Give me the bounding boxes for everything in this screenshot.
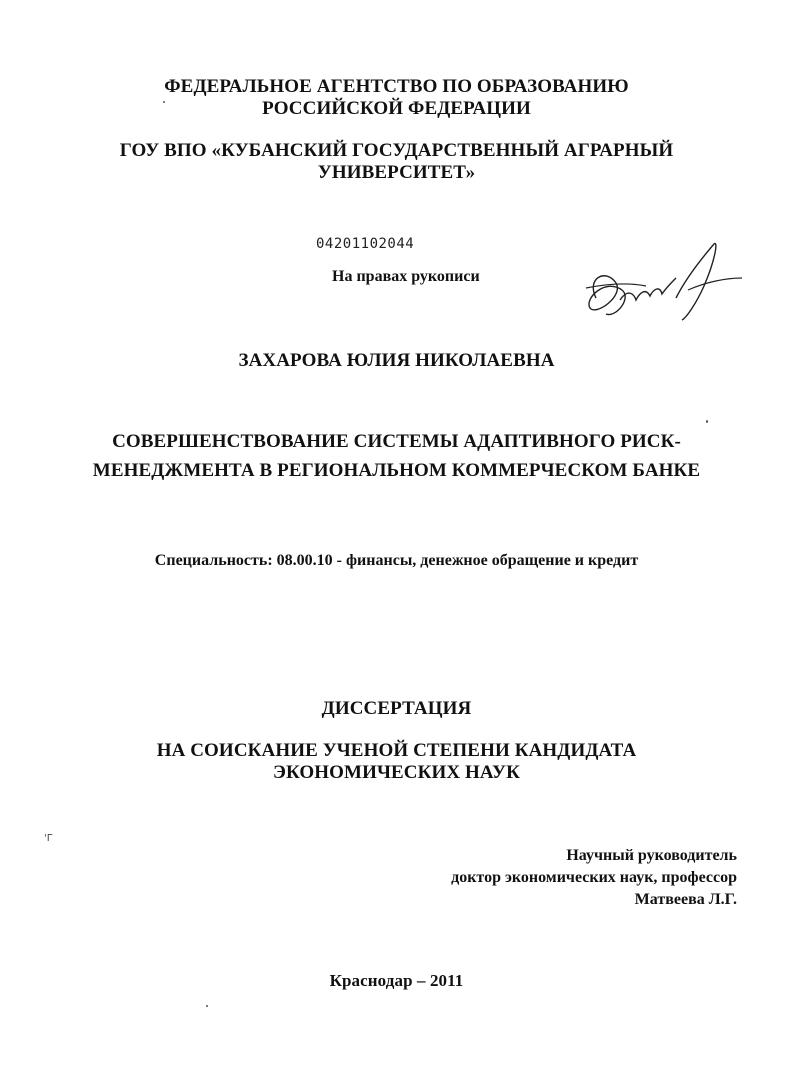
supervisor-name: Матвеева Л.Г. [634, 891, 737, 908]
registration-number: 04201102044 [316, 236, 415, 252]
university-line-2: УНИВЕРСИТЕТ» [317, 162, 476, 183]
scan-speck [206, 1005, 208, 1007]
degree-purpose-line-1: НА СОИСКАНИЕ УЧЕНОЙ СТЕПЕНИ КАНДИДАТА [156, 740, 637, 761]
specialty: Специальность: 08.00.10 - финансы, денежное обращение и кредит [154, 552, 639, 569]
stray-mark: 'Г [44, 833, 53, 844]
manuscript-note: На правах рукописи [332, 268, 480, 285]
agency-line-1: ФЕДЕРАЛЬНОЕ АГЕНТСТВО ПО ОБРАЗОВАНИЮ [164, 76, 629, 97]
signature-icon [576, 238, 746, 330]
author-name: ЗАХАРОВА ЮЛИЯ НИКОЛАЕВНА [238, 350, 555, 371]
city-year: Краснодар – 2011 [329, 971, 464, 990]
university-line-1: ГОУ ВПО «КУБАНСКИЙ ГОСУДАРСТВЕННЫЙ АГРАРНЫЙ [119, 140, 674, 161]
supervisor-degree: доктор экономических наук, профессор [451, 869, 737, 886]
agency-line-2: РОССИЙСКОЙ ФЕДЕРАЦИИ [262, 98, 531, 119]
supervisor-role: Научный руководитель [566, 847, 737, 864]
degree-purpose-line-2: ЭКОНОМИЧЕСКИХ НАУК [273, 762, 520, 783]
thesis-title-line-1: СОВЕРШЕНСТВОВАНИЕ СИСТЕМЫ АДАПТИВНОГО РИСК- [112, 431, 681, 452]
scan-speck [163, 101, 165, 103]
document-type: ДИССЕРТАЦИЯ [321, 698, 472, 719]
thesis-title-line-2: МЕНЕДЖМЕНТА В РЕГИОНАЛЬНОМ КОММЕРЧЕСКОМ БАНКЕ [92, 460, 701, 481]
scan-speck [706, 420, 708, 423]
